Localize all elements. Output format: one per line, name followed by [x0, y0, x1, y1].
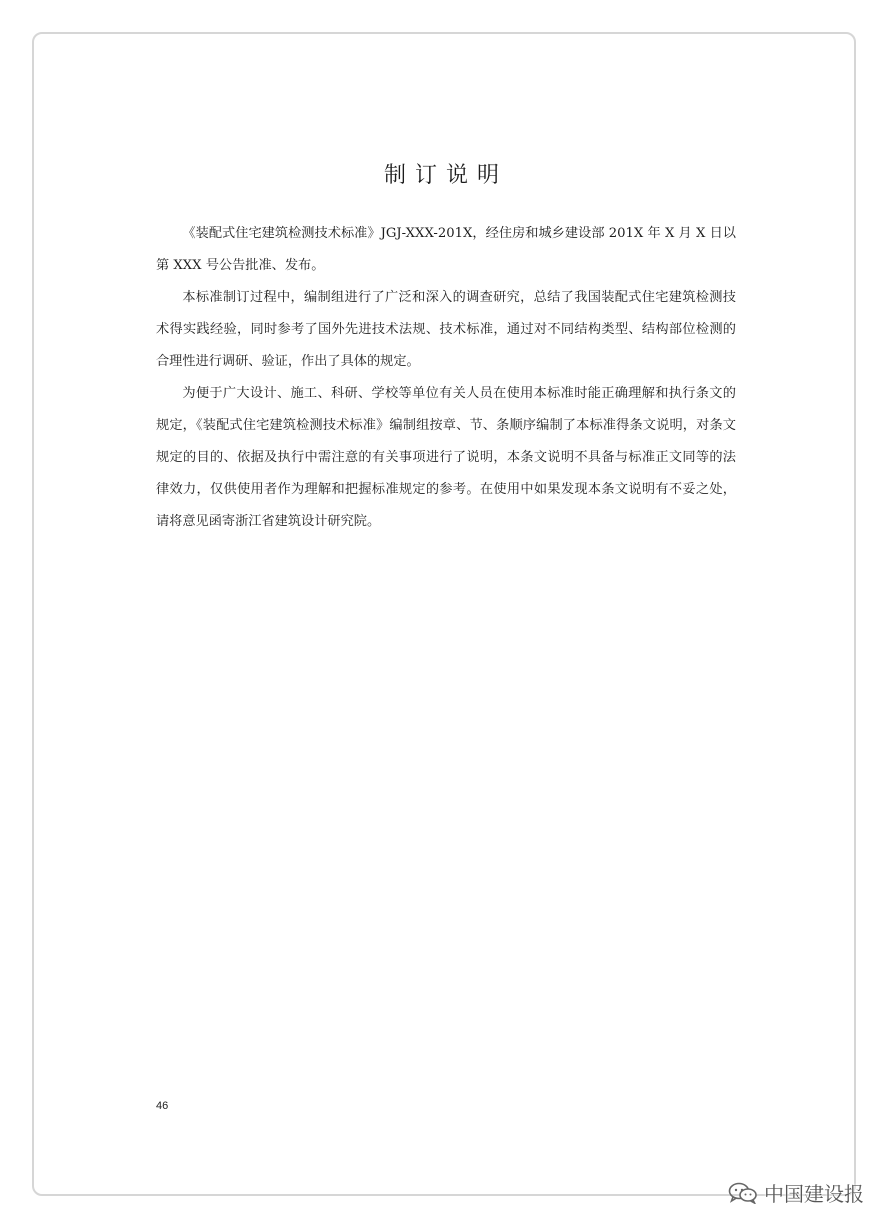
paragraph-approval: 《装配式住宅建筑检测技术标准》JGJ-XXX-201X，经住房和城乡建设部 201X 年 X 月 X 日以第 XXX 号公告批准、发布。 — [156, 226, 736, 273]
document-title: 制订说明 — [383, 163, 508, 188]
document-page — [32, 32, 856, 1196]
wechat-icon — [728, 1182, 758, 1204]
watermark-text: 中国建设报 — [764, 1182, 864, 1206]
paragraph-purpose: 为便于广大设计、施工、科研、学校等单位有关人员在使用本标准时能正确理解和执行条文的规定，《装配式住宅建筑检测技术标准》编制组按章、节、条顺序编制了本标准得条文说明，对条文规定的目的、依据及执行中需注意的有关事项进行了说明，本条文说明不具备与标准正文同等的法律效力，仅供使用者作为理解和把握标准规定的参考。在使用中如果发现本条文说明有不妥之处，请将意见函寄浙江省建筑设计研究院。 — [156, 386, 736, 529]
watermark — [728, 1178, 864, 1207]
paragraph-process: 本标准制订过程中，编制组进行了广泛和深入的调查研究，总结了我国装配式住宅建筑检测技术得实践经验，同时参考了国外先进技术法规、技术标准，通过对不同结构类型、结构部位检测的合理性进行调研、验证，作出了具体的规定。 — [156, 290, 736, 369]
page-number: 46 — [156, 1100, 169, 1112]
